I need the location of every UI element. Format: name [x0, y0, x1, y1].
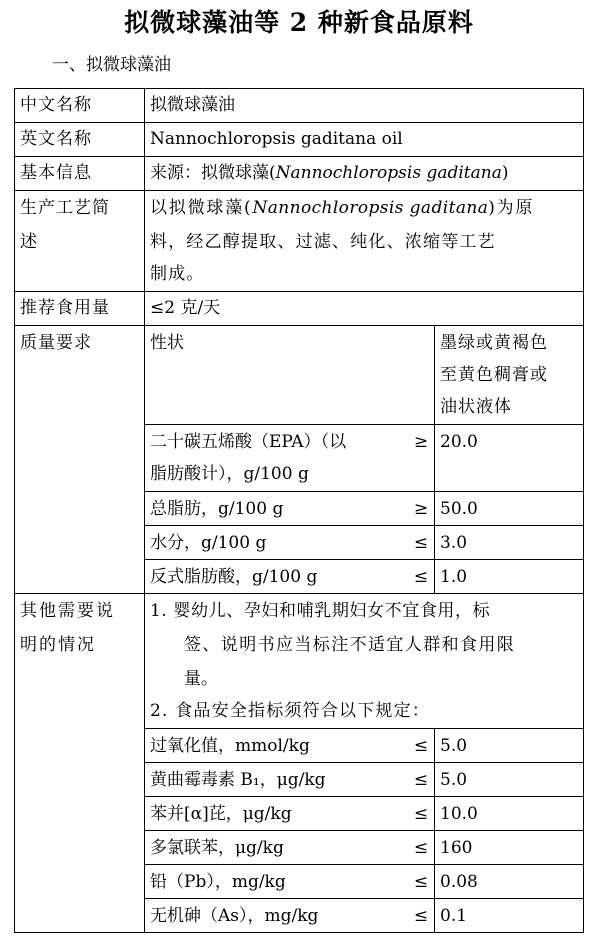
intake-label: 推荐食用量: [20, 298, 110, 318]
quality-fat-value: 50.0: [440, 499, 478, 519]
other-label-line1: 其他需要说: [20, 601, 115, 621]
basic-info-value: [144, 156, 584, 190]
quality-appearance-line3: 油状液体: [440, 397, 512, 417]
quality-fat-symbol: ≥: [413, 499, 429, 519]
quality-trans-fat-name: 反式脂肪酸，g/100 g: [150, 567, 318, 587]
cn-name-value: 拟微球藻油: [150, 95, 235, 115]
cn-name-label: 中文名称: [20, 95, 92, 115]
quality-epa-value: 20.0: [440, 432, 478, 452]
quality-epa-line1: 二十碳五烯酸（EPA）（以: [150, 432, 347, 452]
basic-info-latin: Nannochloropsis gaditana: [275, 163, 502, 183]
safety-arsenic-value: 0.1: [440, 906, 468, 926]
safety-benzopyrene-symbol: ≤: [413, 804, 429, 824]
basic-info-prefix: 来源：拟微球藻(: [150, 163, 276, 183]
basic-info-label: 基本信息: [20, 163, 92, 183]
process-line2: 料，经乙醇提取、过滤、纯化、浓缩等工艺: [150, 232, 496, 252]
quality-appearance-line1: 墨绿或黄褐色: [440, 333, 548, 353]
safety-pcb-value: 160: [440, 838, 473, 858]
process-line3: 制成。: [150, 264, 205, 284]
process-line1-suffix: )为原: [488, 198, 535, 218]
safety-benzopyrene-value: 10.0: [440, 804, 478, 824]
safety-lead-name: 铅（Pb），mg/kg: [150, 872, 286, 892]
safety-aflatoxin-symbol: ≤: [413, 770, 429, 790]
quality-trans-fat-symbol: ≤: [413, 567, 429, 587]
en-name-label: 英文名称: [20, 129, 92, 149]
safety-pcb-symbol: ≤: [413, 838, 429, 858]
quality-trans-fat-value: 1.0: [440, 567, 468, 587]
en-name-value: Nannochloropsis gaditana oil: [150, 129, 403, 149]
safety-lead-value: 0.08: [440, 872, 478, 892]
quality-moisture-name: 水分，g/100 g: [150, 533, 267, 553]
quality-appearance-line2: 至黄色稠膏或: [440, 365, 548, 385]
safety-pcb-name: 多氯联苯，μg/kg: [150, 838, 284, 858]
safety-lead-symbol: ≤: [413, 872, 429, 892]
quality-epa-line2: 脂肪酸计），g/100 g: [150, 464, 309, 484]
basic-info-suffix: ): [501, 163, 509, 183]
quality-epa-symbol: ≥: [413, 432, 429, 452]
safety-arsenic-name: 无机砷（As），mg/kg: [150, 906, 319, 926]
process-line1-prefix: 以拟微球藻(: [150, 198, 253, 218]
safety-benzopyrene-name: 苯并[α]芘，μg/kg: [150, 804, 292, 824]
note-1-line3: 量。: [184, 669, 218, 689]
safety-aflatoxin-name: 黄曲霉毒素 B₁，μg/kg: [150, 770, 326, 790]
safety-peroxide-value: 5.0: [440, 736, 468, 756]
note-1-line1: 1. 婴幼儿、孕妇和哺乳期妇女不宜食用，标: [150, 601, 491, 621]
document-title: 拟微球藻油等 2 种新食品原料: [124, 8, 474, 37]
note-1-line2: 签、说明书应当标注不适宜人群和食用限: [184, 635, 516, 655]
quality-moisture-value: 3.0: [440, 533, 468, 553]
intake-value: ≤2 克/天: [150, 298, 221, 318]
process-label-line2: 述: [20, 232, 38, 252]
specification-table: [14, 88, 584, 933]
safety-peroxide-name: 过氧化值，mmol/kg: [150, 736, 310, 756]
process-line1: [144, 191, 584, 225]
other-label-line2: 明的情况: [20, 635, 96, 655]
safety-aflatoxin-value: 5.0: [440, 770, 468, 790]
safety-arsenic-symbol: ≤: [413, 906, 429, 926]
quality-fat-name: 总脂肪，g/100 g: [150, 499, 284, 519]
safety-peroxide-symbol: ≤: [413, 736, 429, 756]
process-label-line1: 生产工艺简: [20, 198, 110, 218]
section-heading: 一、拟微球藻油: [52, 55, 171, 75]
quality-appearance-name: 性状: [150, 333, 184, 353]
quality-moisture-symbol: ≤: [413, 533, 429, 553]
quality-label: 质量要求: [20, 333, 92, 353]
note-2: 2. 食品安全指标须符合以下规定：: [150, 701, 431, 721]
process-line1-latin: Nannochloropsis gaditana: [252, 198, 489, 218]
